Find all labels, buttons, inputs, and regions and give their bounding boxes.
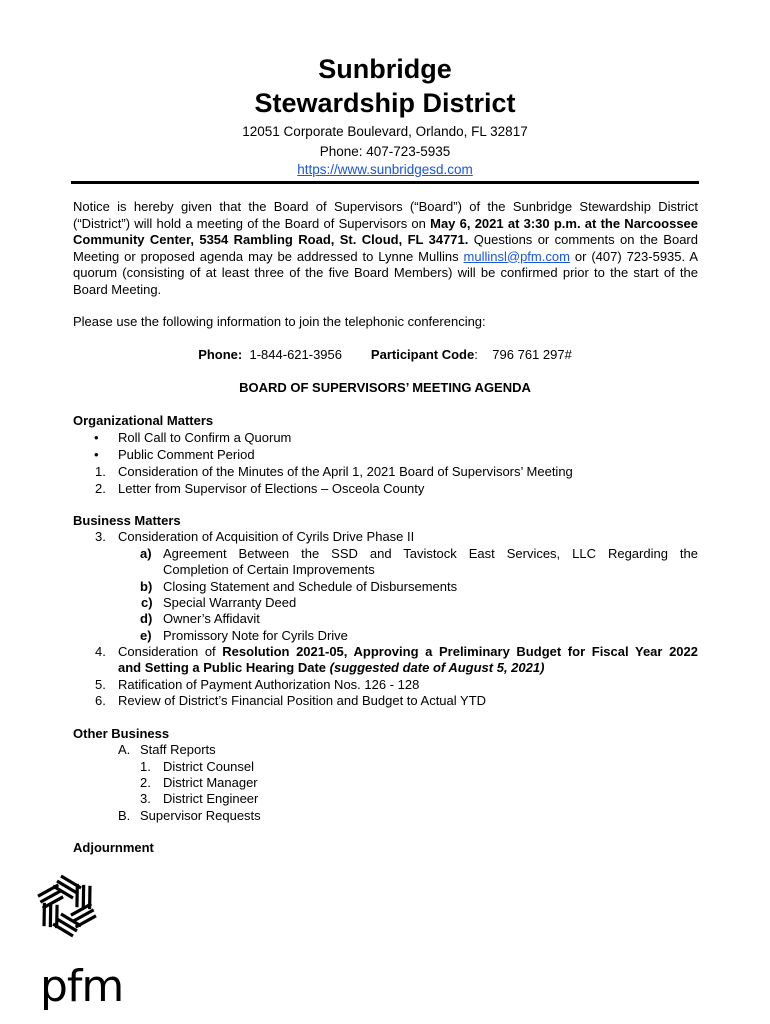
list-item: District Engineer (163, 791, 259, 806)
conference-phone-number: 1-844-621-3956 (249, 347, 343, 362)
sub-item-mark: a) (140, 546, 152, 561)
list-item (118, 644, 698, 661)
list-item: Staff Reports (140, 742, 216, 757)
bullet-icon: • (94, 430, 99, 445)
list-item: District Counsel (163, 759, 255, 774)
organizational-matters-heading: Organizational Matters (73, 413, 214, 428)
list-item: Ratification of Payment Authorization Nos. 126 - 128 (118, 677, 420, 692)
list-item: Review of District’s Financial Position and Budget to Actual YTD (118, 693, 487, 708)
list-number: 2. (140, 775, 151, 790)
item4-resolution: Resolution 2021-05, Approving a Preliminary Budget for Fiscal Year 2022 (222, 644, 698, 659)
list-number: 3. (140, 791, 151, 806)
list-item: Consideration of Acquisition of Cyrils Drive Phase II (118, 529, 415, 544)
list-number: 5. (95, 677, 106, 692)
pfm-logo-text: pfm (40, 961, 124, 1012)
meeting-notice (73, 199, 698, 298)
sub-item-continuation: Completion of Certain Improvements (163, 562, 375, 577)
list-item: District Manager (163, 775, 258, 790)
other-business-heading: Other Business (73, 726, 170, 741)
notice-meeting-details: May 6, 2021 at 3:30 p.m. at the Narcoossee Community Center, 5354 Rambling Road, St. Cloud, FL 34771. (73, 215, 699, 247)
district-address: 12051 Corporate Boulevard, Orlando, FL 32817 (242, 124, 528, 139)
bullet-icon: • (94, 447, 99, 462)
list-item: Roll Call to Confirm a Quorum (118, 430, 292, 445)
conference-details: Phone: 1-844-621-3956 Participant Code: 796 761 297# (198, 347, 572, 362)
list-item-continuation (118, 660, 544, 677)
list-item: Consideration of the Minutes of the April 1, 2021 Board of Supervisors’ Meeting (118, 464, 573, 479)
sub-item: Closing Statement and Schedule of Disbursements (163, 579, 458, 594)
sub-item-mark: e) (140, 628, 152, 643)
sub-item: Promissory Note for Cyrils Drive (163, 628, 348, 643)
list-number: 1. (95, 464, 106, 479)
district-phone: Phone: 407-723-5935 (319, 144, 451, 159)
agenda-title: BOARD OF SUPERVISORS’ MEETING AGENDA (239, 380, 531, 395)
pfm-logo-icon (36, 866, 98, 956)
conference-instructions: Please use the following information to join the telephonic conferencing: (73, 314, 486, 329)
district-title-line2: Stewardship District (254, 88, 516, 118)
list-number: 3. (95, 529, 106, 544)
item4-text: Consideration of (118, 644, 223, 659)
adjournment-heading: Adjournment (73, 840, 154, 855)
conference-phone-label: Phone: (198, 347, 243, 362)
participant-code: 796 761 297# (492, 347, 572, 362)
district-website-link[interactable]: https://www.sunbridgesd.com (297, 162, 473, 177)
sub-item: Owner’s Affidavit (163, 611, 260, 626)
list-item: Letter from Supervisor of Elections – Osceola County (118, 481, 425, 496)
sub-item: Special Warranty Deed (163, 595, 297, 610)
sub-item-mark: c) (141, 595, 153, 610)
list-letter: A. (118, 742, 131, 757)
sub-item: Agreement Between the SSD and Tavistock East Services, LLC Regarding the (163, 546, 698, 561)
list-number: 1. (140, 759, 151, 774)
item4-hearing: and Setting a Public Hearing Date (118, 660, 330, 675)
list-item: Public Comment Period (118, 447, 255, 462)
header-divider (71, 181, 699, 184)
sub-item-mark: d) (140, 611, 153, 626)
list-item: Supervisor Requests (140, 808, 261, 823)
sub-item-mark: b) (140, 579, 153, 594)
district-title-line1: Sunbridge (318, 54, 452, 84)
contact-email-link[interactable]: mullinsl@pfm.com (463, 248, 570, 264)
notice-text-3: or (407) 723-5935. A quorum (consisting of at least three of the five Board Members) will be confirmed prior to the start of the Board Meeting. (73, 248, 698, 297)
list-number: 6. (95, 693, 106, 708)
notice-text-2: Questions or comments on the Board Meeting or proposed agenda may be addressed to Lynne Mullins (73, 232, 698, 264)
list-letter: B. (118, 808, 131, 823)
list-number: 2. (95, 481, 106, 496)
item4-suggested-date: (suggested date of August 5, 2021) (329, 660, 545, 675)
notice-text-1: Notice is hereby given that the Board of Supervisors (“Board”) of the Sunbridge Stewardship District (“District”) will hold a meeting of the Board of Supervisors on (73, 199, 698, 231)
list-number: 4. (95, 644, 106, 659)
business-matters-heading: Business Matters (73, 513, 181, 528)
participant-code-label: Participant Code (370, 347, 475, 362)
